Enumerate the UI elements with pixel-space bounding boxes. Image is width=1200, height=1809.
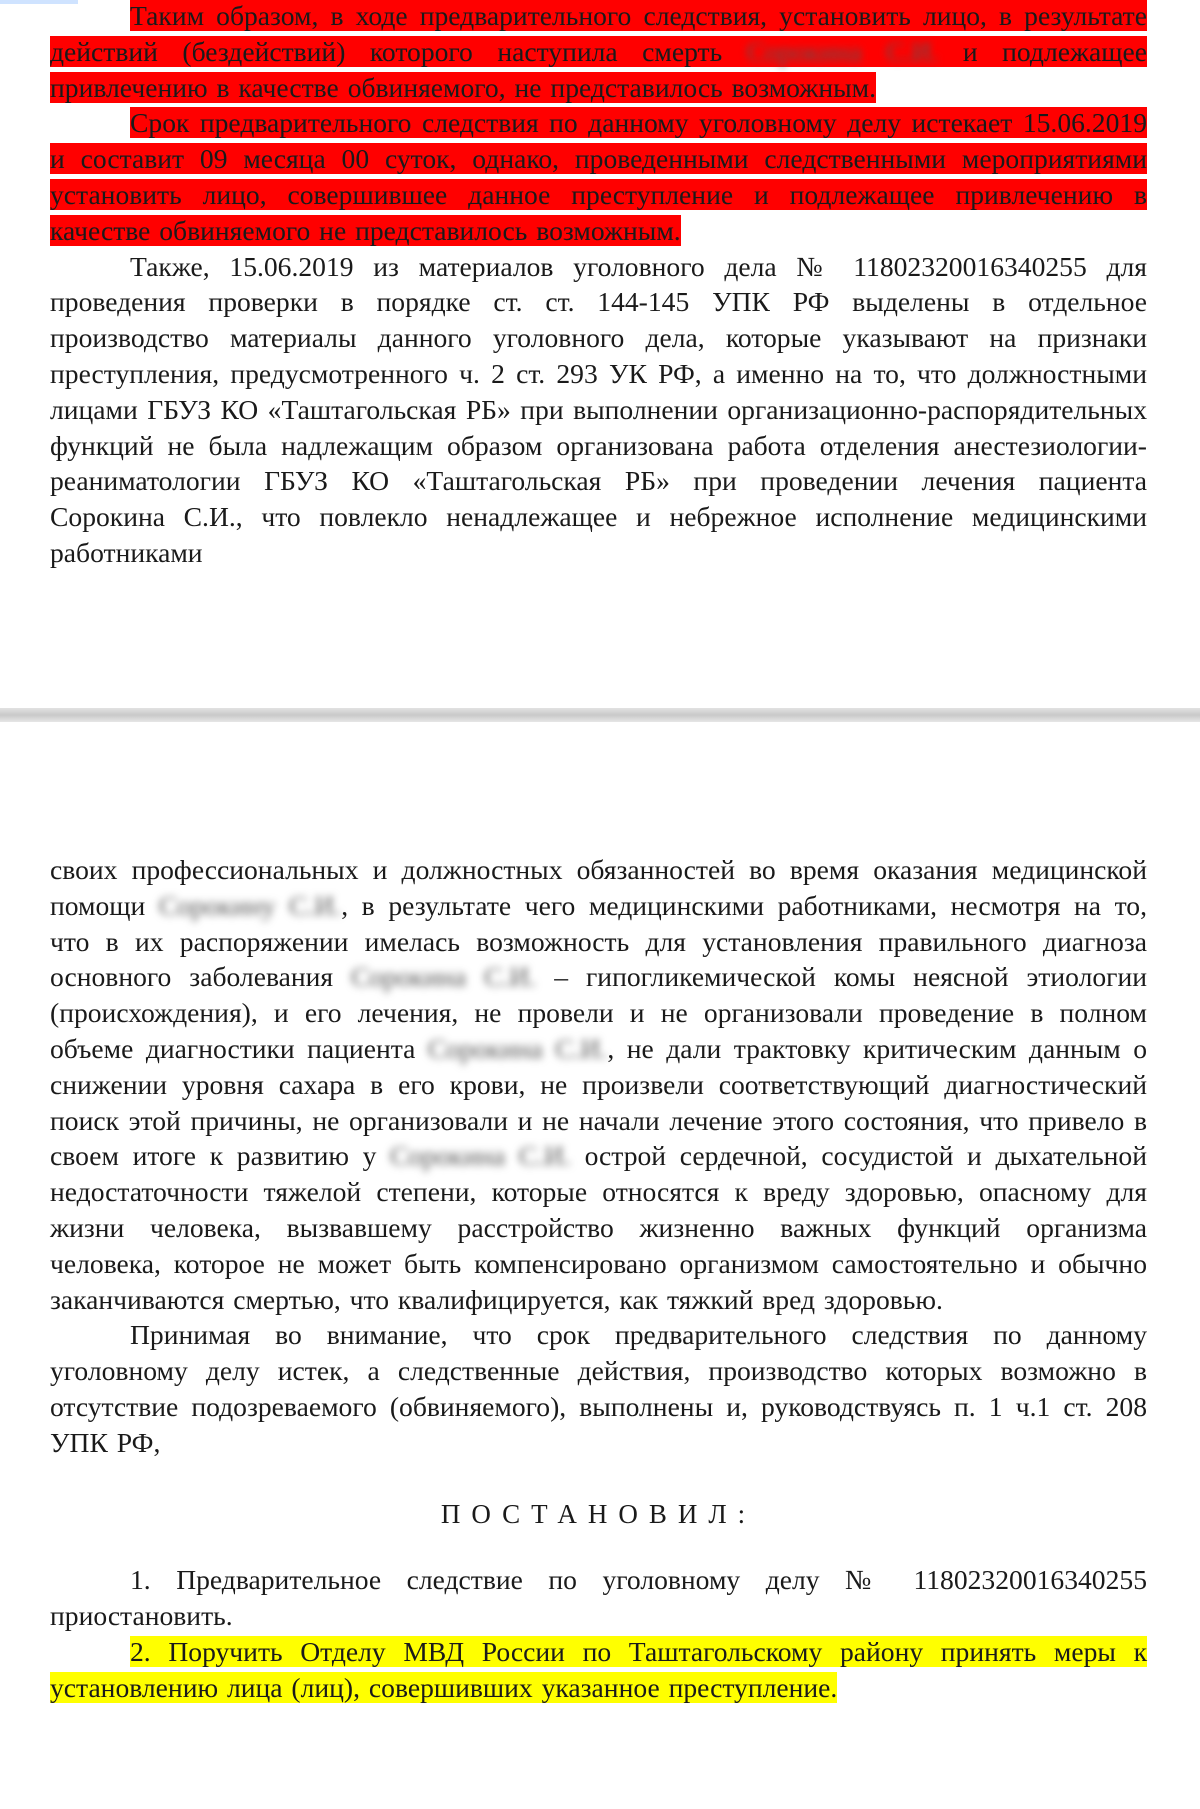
redacted-name: Сорокину С.И. — [158, 889, 342, 921]
page-separator — [0, 708, 1200, 722]
p2-text-5: острой сердечной, сосудистой и дыхательной недостаточности тяжелой степени, которые относятся к вреду здоровью, опасному для жизни человека, вызвавшему расстройство жизненно важных функций организма человека, которое не может быть компенсировано организмом самостоятельно и обычно заканчиваются смертью, что квалифицируется, как тяжкий вред здоровью. — [50, 1140, 1147, 1315]
red-highlight — [50, 0, 1147, 103]
p2-text-2: , в результате чего медицинскими работниками, несмотря на то, что в их распоряжении имелась возможность для установления правильного диагноза основного заболевания — [50, 889, 1147, 993]
red-para-1-text-after: и подлежащее привлечению в качестве обвиняемого, не представилось возможным. — [50, 35, 1148, 103]
document-page-2 — [0, 722, 1200, 1809]
redacted-name: Сорокина С.И. — [746, 35, 939, 67]
red-para-1-text-before: Таким образом, в ходе предварительного следствия, установить лицо, в результате действий (бездействий) которого наступила смерть — [50, 0, 1147, 67]
page-2-body — [50, 852, 1147, 1706]
document-page-1 — [0, 0, 1200, 708]
paragraph-continued — [50, 852, 1147, 1317]
redacted-name: Сорокина С.И. — [351, 961, 537, 993]
resolution-item-1: 1. Предварительное следствие по уголовному делу № 11802320016340255 приостановить. — [50, 1564, 1147, 1632]
page-1-body — [50, 0, 1147, 571]
p2-text-4: , не дали трактовку критическим данным о снижении уровня сахара в его крови, не произвели соответствующий диагностический поиск этой причины, не организовали и не начали лечение этого состояния, что привело в своем итоге к развитию у — [50, 1032, 1148, 1172]
resolution-heading: ПОСТАНОВИЛ: — [440, 1498, 757, 1529]
paragraph-3: Также, 15.06.2019 из материалов уголовного дела № 11802320016340255 для проведения проверки в порядке ст. ст. 144-145 УПК РФ выделены в отдельное производство материалы данного уголовного дела, которые указывают на признаки преступления, предусмотренного ч. 2 ст. 293 УК РФ, а именно на то, что должностными лицами ГБУЗ КО «Таштагольская РБ» при выполнении организационно-распорядительных функций не была надлежащим образом организована работа отделения анестезиологии-реаниматологии ГБУЗ КО «Таштагольская РБ» при проведении лечения пациента Сорокина С.И., что повлекло ненадлежащее и небрежное исполнение медицинскими работниками — [50, 250, 1147, 568]
p2-text-3: – гипогликемической комы неясной этиологии (происхождения), и его лечения, не провели и не организовали проведение в полном объеме диагностики пациента — [50, 961, 1147, 1064]
yellow-highlight: 2. Поручить Отделу МВД России по Таштагольскому району принять меры к установлению лица (лиц), совершивших указанное преступление. — [50, 1635, 1147, 1703]
p2-text-1: своих профессиональных и должностных обязанностей во время оказания медицинской помощи — [50, 854, 1147, 921]
resolution-item-2 — [50, 1634, 1147, 1706]
paragraph-red-2 — [50, 105, 1147, 248]
paragraph-whereas: Принимая во внимание, что срок предварительного следствия по данному уголовному делу истек, а следственные действия, производство которых возможно в отсутствие подозреваемого (обвиняемого), выполнены и, руководствуясь п. 1 ч.1 ст. 208 УПК РФ, — [50, 1319, 1147, 1458]
redacted-name: Сорокина С.И. — [427, 1032, 608, 1064]
redacted-name: Сорокина С.И. — [390, 1140, 571, 1172]
red-highlight: Срок предварительного следствия по данному уголовному делу истекает 15.06.2019 и составит 09 месяца 00 суток, однако, проведенными следственными мероприятиями установить лицо, совершившее данное преступление и подлежащее привлечению в качестве обвиняемого не представилось возможным. — [50, 107, 1147, 246]
paragraph-red-1 — [50, 0, 1147, 105]
